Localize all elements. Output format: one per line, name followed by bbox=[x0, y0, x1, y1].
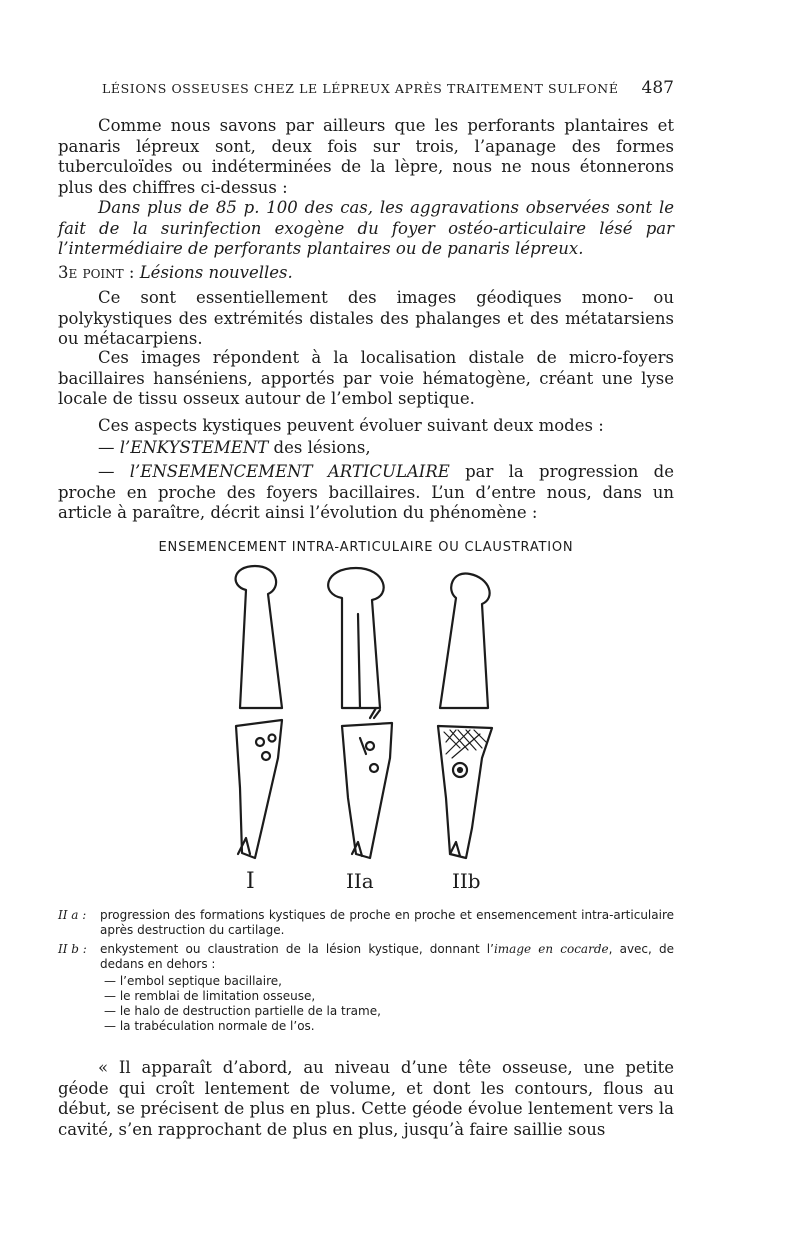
caption-list-item: — la trabéculation normale de l’os. bbox=[104, 1019, 315, 1033]
figure-label-i: I bbox=[246, 869, 255, 894]
caption-iia bbox=[58, 908, 674, 938]
quote-paragraph: « Il apparaît d’abord, au niveau d’une tête osseuse, une petite géode qui croît lentement de volume, et dont les contours, flous au début, se précisent de plus en plus. Cette géode évolue lentement vers la cavité, s’en rapprochant de plus en plus, jusqu’à faire saillie sous bbox=[58, 1058, 674, 1139]
caption-list bbox=[58, 974, 674, 1034]
mode-1-term: l’ENKYSTEMENT bbox=[119, 438, 269, 457]
caption-key-iia: II a : bbox=[58, 908, 87, 922]
caption-list-item: — le remblai de limitation osseuse, bbox=[104, 989, 316, 1003]
paragraph-5: Ces aspects kystiques peuvent évoluer suivant deux modes : bbox=[98, 416, 604, 435]
paragraph-3: Ce sont essentiellement des images géodiques mono- ou polykystiques des extrémités distales des phalanges et des métatarsiens ou métacarpiens. bbox=[58, 288, 674, 348]
paragraph-1: Comme nous savons par ailleurs que les perforants plantaires et panaris lépreux sont, deux fois sur trois, l’apanage des formes tuberculoïdes ou indéterminées de la lèpre, nous ne nous étonnerons plus des chiffres ci-dessus : bbox=[58, 116, 674, 197]
mode-2-term: l’ENSEMENCEMENT ARTICULAIRE bbox=[129, 462, 450, 481]
mode-2: — l’ENSEMENCEMENT ARTICULAIRE par la progression de proche en proche des foyers bacillaires. L’un d’entre nous, dans un article à paraître, décrit ainsi l’évolution du phénomène : bbox=[58, 462, 675, 522]
caption-key-iib: II b : bbox=[58, 942, 87, 956]
point-3-label: 3e point : bbox=[58, 263, 135, 282]
bone-illustration bbox=[220, 558, 520, 898]
bone-figure-iia bbox=[328, 568, 392, 858]
running-head bbox=[102, 78, 674, 98]
figure-label-iia: IIa bbox=[346, 869, 374, 893]
caption-iib: II b : enkystement ou claustration de la lésion kystique, donnant l’image en cocarde, avec, de dedans en dehors : — l’embol septique bacillaire, — le remblai de limitation osseuse, — le halo de destruction partielle de la trame, — la trabéculation normale de l’os. bbox=[58, 942, 674, 1033]
bone-figure-iib bbox=[438, 573, 492, 858]
caption-list-item: — l’embol septique bacillaire, bbox=[104, 974, 282, 988]
figure-label-iib: IIb bbox=[452, 869, 481, 893]
mode-1: — l’ENKYSTEMENT des lésions, bbox=[98, 438, 371, 457]
point-3-heading bbox=[58, 263, 674, 284]
paragraph-2: Dans plus de 85 p. 100 des cas, les aggravations observées sont le fait de la surinfection exogène du foyer ostéo-articulaire lésé par l’intermédiaire de perforants plantaires ou de panaris lépreux. bbox=[58, 198, 674, 258]
bone-figure-i bbox=[236, 566, 282, 858]
caption-list-item: — le halo de destruction partielle de la trame, bbox=[104, 1004, 381, 1018]
figure-title: ENSEMENCEMENT INTRA-ARTICULAIRE OU CLAUSTRATION bbox=[158, 540, 574, 555]
page-number: 487 bbox=[641, 78, 674, 98]
running-title: LÉSIONS OSSEUSES CHEZ LE LÉPREUX APRÈS TRAITEMENT SULFONÉ bbox=[102, 81, 619, 96]
point-3-title: Lésions nouvelles. bbox=[139, 263, 293, 282]
paragraph-4: Ces images répondent à la localisation distale de micro-foyers bacillaires hanséniens, apportés par voie hématogène, créant une lyse locale de tissu osseux autour de l’embol septique. bbox=[58, 348, 674, 408]
caption-text-iia: progression des formations kystiques de proche en proche et ensemencement intra-articulaire après destruction du cartilage. bbox=[100, 908, 674, 937]
